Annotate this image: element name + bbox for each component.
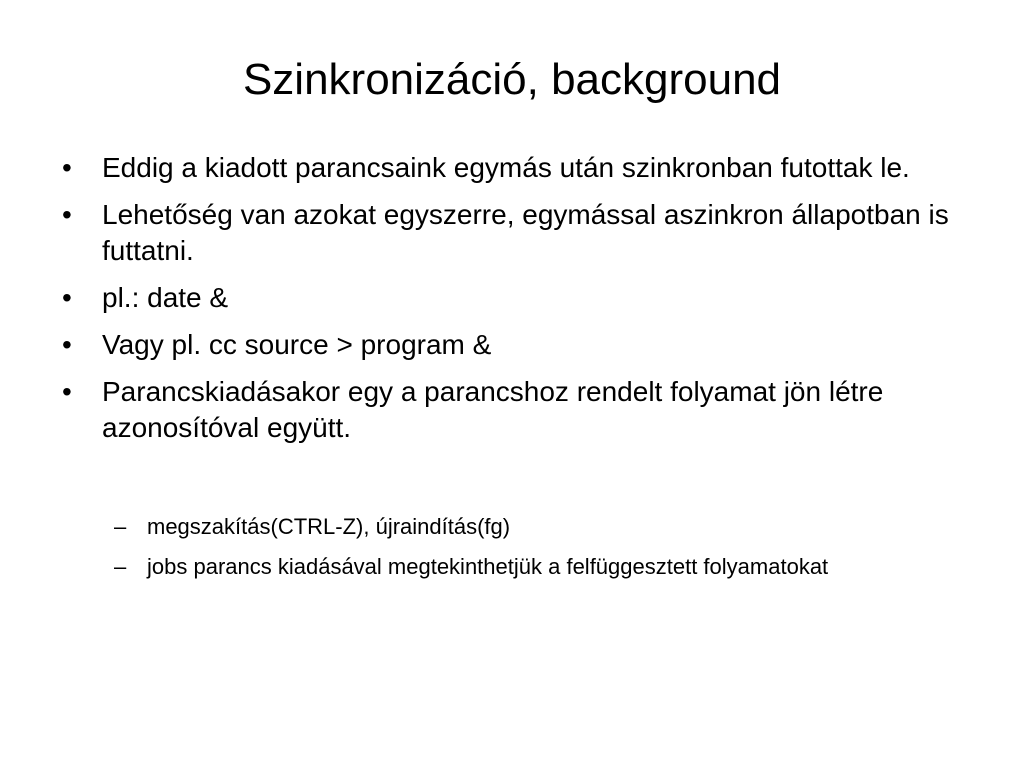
- bullet-list: [62, 150, 962, 457]
- sub-bullet-text: jobs parancs kiadásával megtekinthetjük a felfüggesztett folyamatokat: [147, 554, 829, 579]
- bullet-item: [62, 150, 962, 186]
- bullet-marker: •: [62, 199, 72, 230]
- bullet-marker: •: [62, 329, 72, 360]
- sub-bullet-marker: –: [114, 554, 127, 579]
- bullet-item: [62, 280, 962, 316]
- bullet-text: Parancskiadásakor egy a parancshoz rendelt folyamat jön létre azonosítóval együtt.: [102, 376, 884, 443]
- bullet-marker: •: [62, 376, 72, 407]
- sub-bullet-text: megszakítás(CTRL-Z), újraindítás(fg): [147, 514, 511, 539]
- bullet-text: Eddig a kiadott parancsaink egymás után szinkronban futottak le.: [102, 152, 910, 183]
- bullet-item: [62, 197, 962, 269]
- sub-bullet-item: [114, 552, 934, 582]
- bullet-item: [62, 374, 962, 446]
- bullet-text: Lehetőség van azokat egyszerre, egymással aszinkron állapotban is futtatni.: [102, 199, 949, 266]
- bullet-marker: •: [62, 282, 72, 313]
- sub-bullet-list: [114, 512, 934, 592]
- bullet-text: pl.: date &: [102, 282, 229, 313]
- bullet-marker: •: [62, 152, 72, 183]
- sub-bullet-marker: –: [114, 514, 127, 539]
- sub-bullet-item: [114, 512, 934, 542]
- slide-title: Szinkronizáció, background: [242, 55, 782, 104]
- bullet-text: Vagy pl. cc source > program &: [102, 329, 492, 360]
- bullet-item: [62, 327, 962, 363]
